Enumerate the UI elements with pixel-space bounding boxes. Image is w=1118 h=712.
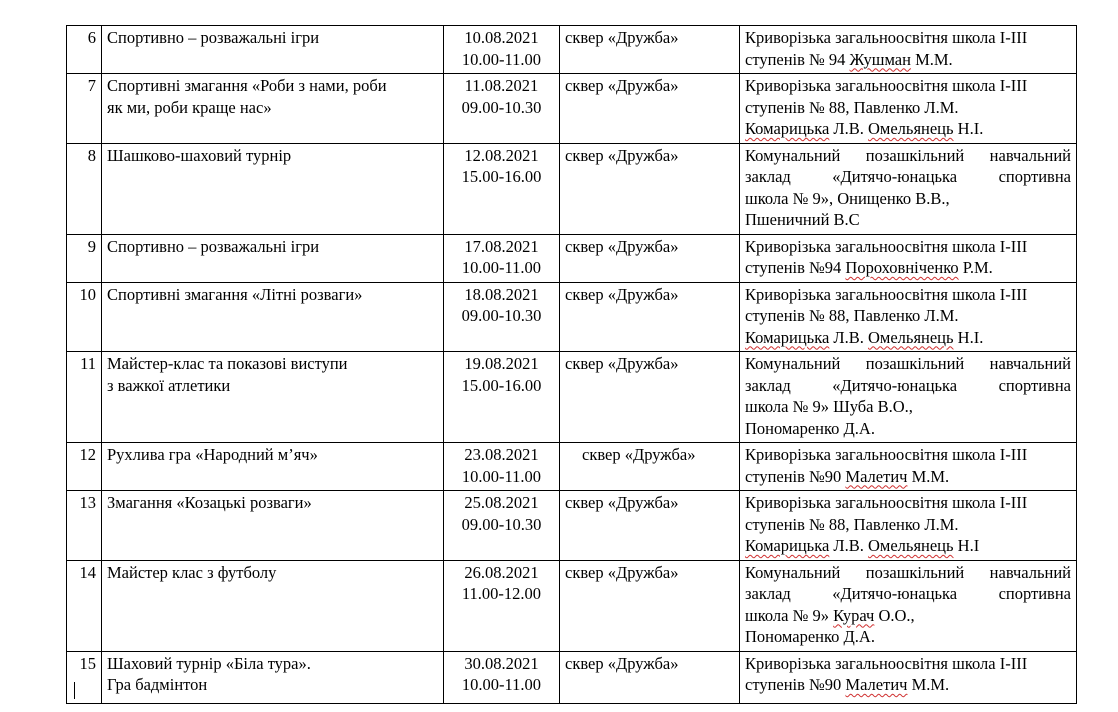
table-row — [67, 26, 1077, 74]
event-datetime — [444, 74, 560, 144]
organizer-line: Комунальний позашкільний навчальний — [745, 562, 1071, 582]
organizer-line: ступенів №94 Пороховніченко Р.М. — [745, 258, 993, 277]
organizer-line: заклад «Дитячо-юнацька спортивна — [745, 584, 1071, 603]
table-row — [67, 651, 1077, 703]
event-venue: сквер «Дружба» — [560, 651, 740, 703]
event-datetime — [444, 282, 560, 352]
row-number: 8 — [67, 143, 102, 234]
spellcheck-flag[interactable]: Жушман — [849, 49, 911, 69]
event-date: 10.08.2021 — [464, 28, 539, 47]
organizer-line: заклад «Дитячо-юнацька спортивна — [745, 375, 1071, 395]
organizer-line: Комунальний позашкільний навчальний — [745, 145, 1071, 165]
table-row — [67, 560, 1077, 651]
table-row — [67, 352, 1077, 443]
event-venue: сквер «Дружба» — [560, 234, 740, 282]
table-row — [67, 74, 1077, 144]
organizer-line: Криворізька загальноосвітня школа І-ІІІ — [745, 653, 1028, 673]
event-date: 11.08.2021 — [464, 76, 539, 95]
organizer-line: Криворізька загальноосвітня школа І-ІІІ — [745, 493, 1028, 512]
event-time: 10.00-11.00 — [461, 466, 542, 486]
event-time: 15.00-16.00 — [461, 375, 542, 395]
event-line: Шашково-шаховий турнір — [107, 145, 292, 165]
event-organizer — [740, 26, 1077, 74]
event-date: 12.08.2021 — [464, 145, 539, 165]
event-line: Спортивні змагання «Літні розваги» — [107, 284, 363, 304]
table-row — [67, 143, 1077, 234]
event-organizer — [740, 443, 1077, 491]
organizer-line: школа № 9», Онищенко В.В., — [745, 188, 950, 208]
event-time: 10.00-11.00 — [461, 675, 542, 694]
table-row — [67, 491, 1077, 561]
event-name — [102, 352, 444, 443]
text-cursor — [74, 682, 75, 699]
organizer-line: школа № 9» Курач О.О., — [745, 605, 915, 625]
event-line: Майстер-клас та показові виступи — [107, 354, 348, 373]
event-time: 10.00-11.00 — [461, 49, 542, 69]
organizer-line: Криворізька загальноосвітня школа І-ІІІ — [745, 76, 1028, 95]
event-venue: сквер «Дружба» — [560, 560, 740, 651]
event-datetime — [444, 443, 560, 491]
spellcheck-flag[interactable]: Пороховніченко — [845, 258, 959, 277]
organizer-line: ступенів №90 Малетич М.М. — [745, 675, 950, 694]
event-line: Змагання «Козацькі розваги» — [107, 493, 312, 512]
organizer-line: ступенів № 94 Жушман М.М. — [745, 49, 953, 69]
organizer-line: Криворізька загальноосвітня школа І-ІІІ — [745, 236, 1028, 256]
event-date: 30.08.2021 — [464, 653, 539, 673]
event-venue: сквер «Дружба» — [560, 26, 740, 74]
event-name — [102, 234, 444, 282]
organizer-line: заклад «Дитячо-юнацька спортивна — [745, 167, 1071, 186]
row-number: 14 — [67, 560, 102, 651]
row-number: 13 — [67, 491, 102, 561]
organizer-line: ступенів № 88, Павленко Л.М. — [745, 97, 959, 117]
spellcheck-flag[interactable]: Курач — [833, 605, 875, 625]
event-date: 23.08.2021 — [464, 445, 539, 464]
event-name — [102, 491, 444, 561]
event-venue: сквер «Дружба» — [560, 352, 740, 443]
event-time: 09.00-10.30 — [461, 97, 542, 117]
spellcheck-flag[interactable]: Малетич — [845, 466, 908, 486]
event-time: 09.00-10.30 — [461, 306, 542, 325]
spellcheck-flag[interactable]: Омельянець — [868, 327, 954, 347]
event-name — [102, 443, 444, 491]
event-organizer — [740, 491, 1077, 561]
organizer-line: ступенів № 88, Павленко Л.М. — [745, 306, 959, 325]
event-organizer — [740, 143, 1077, 234]
event-date: 17.08.2021 — [464, 236, 539, 256]
event-organizer — [740, 560, 1077, 651]
event-name — [102, 26, 444, 74]
row-number: 15 — [67, 651, 102, 703]
event-line: Гра бадмінтон — [107, 675, 208, 694]
event-time: 09.00-10.30 — [461, 514, 542, 534]
event-line: як ми, роби краще нас» — [107, 97, 272, 117]
organizer-line: Комарицька Л.В. Омельянець Н.І — [745, 536, 980, 555]
event-time: 10.00-11.00 — [461, 258, 542, 277]
schedule-table-body — [67, 26, 1077, 704]
organizer-line: школа № 9» Шуба В.О., — [745, 397, 913, 416]
event-line: Спортивно – розважальні ігри — [107, 236, 320, 256]
schedule-table — [66, 25, 1077, 704]
organizer-line: Комунальний позашкільний навчальний — [745, 354, 1071, 373]
event-name — [102, 143, 444, 234]
event-name — [102, 560, 444, 651]
spellcheck-flag[interactable]: Омельянець — [868, 536, 954, 555]
spellcheck-flag[interactable]: Комарицька — [745, 119, 830, 138]
organizer-line: Комарицька Л.В. Омельянець Н.І. — [745, 119, 984, 138]
event-line: Шаховий турнір «Біла тура». — [107, 653, 311, 673]
event-organizer — [740, 282, 1077, 352]
event-line: Рухлива гра «Народний м’яч» — [107, 445, 318, 464]
event-organizer — [740, 234, 1077, 282]
organizer-line: Пономаренко Д.А. — [745, 627, 875, 646]
organizer-line: Пономаренко Д.А. — [745, 418, 875, 438]
event-datetime — [444, 234, 560, 282]
event-date: 26.08.2021 — [464, 562, 539, 582]
table-row — [67, 282, 1077, 352]
event-organizer — [740, 74, 1077, 144]
event-datetime — [444, 651, 560, 703]
event-venue: сквер «Дружба» — [560, 491, 740, 561]
event-time: 11.00-12.00 — [461, 584, 542, 603]
organizer-line: Комарицька Л.В. Омельянець Н.І. — [745, 327, 984, 347]
event-datetime — [444, 491, 560, 561]
event-organizer — [740, 651, 1077, 703]
event-datetime — [444, 352, 560, 443]
event-name — [102, 651, 444, 703]
event-date: 19.08.2021 — [464, 354, 539, 373]
row-number: 6 — [67, 26, 102, 74]
organizer-line: Пшеничний В.С — [745, 210, 860, 229]
spellcheck-flag[interactable]: Малетич — [845, 675, 908, 694]
event-name — [102, 74, 444, 144]
spellcheck-flag[interactable]: Комарицька — [745, 327, 830, 347]
event-datetime — [444, 560, 560, 651]
event-organizer — [740, 352, 1077, 443]
organizer-line: ступенів № 88, Павленко Л.М. — [745, 514, 959, 534]
spellcheck-flag[interactable]: Омельянець — [868, 119, 954, 138]
table-row — [67, 234, 1077, 282]
row-number: 7 — [67, 74, 102, 144]
row-number: 11 — [67, 352, 102, 443]
event-time: 15.00-16.00 — [461, 167, 542, 186]
event-line: Спортивно – розважальні ігри — [107, 28, 320, 47]
row-number: 9 — [67, 234, 102, 282]
event-line: з важкої атлетики — [107, 375, 231, 395]
event-venue: сквер «Дружба» — [560, 143, 740, 234]
event-datetime — [444, 26, 560, 74]
event-venue: сквер «Дружба» — [560, 74, 740, 144]
event-line: Спортивні змагання «Роби з нами, роби — [107, 76, 387, 95]
table-row — [67, 443, 1077, 491]
organizer-line: Криворізька загальноосвітня школа І-ІІІ — [745, 284, 1028, 304]
row-number: 12 — [67, 443, 102, 491]
event-date: 25.08.2021 — [464, 493, 539, 512]
row-number: 10 — [67, 282, 102, 352]
organizer-line: Криворізька загальноосвітня школа І-ІІІ — [745, 445, 1028, 464]
event-date: 18.08.2021 — [464, 284, 539, 304]
organizer-line: Криворізька загальноосвітня школа І-ІІІ — [745, 28, 1028, 47]
event-line: Майстер клас з футболу — [107, 562, 277, 582]
event-venue: сквер «Дружба» — [560, 443, 740, 491]
event-name — [102, 282, 444, 352]
organizer-line: ступенів №90 Малетич М.М. — [745, 466, 950, 486]
event-datetime — [444, 143, 560, 234]
event-venue: сквер «Дружба» — [560, 282, 740, 352]
spellcheck-flag[interactable]: Комарицька — [745, 536, 830, 555]
